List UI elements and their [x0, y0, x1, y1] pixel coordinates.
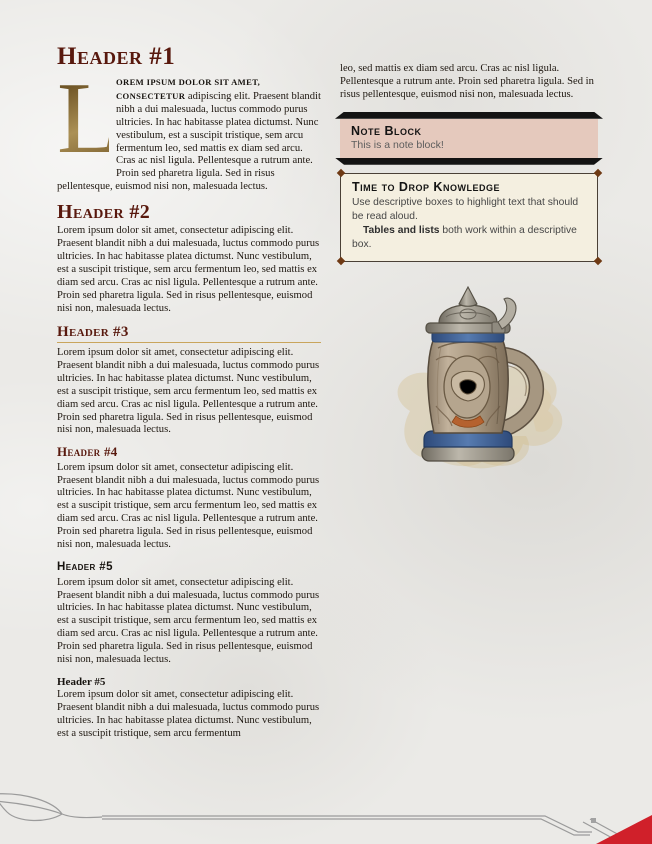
descriptive-box-line1: Use descriptive boxes to highlight text that should be read aloud.	[352, 196, 579, 222]
column-right	[340, 63, 598, 496]
paragraph-text: adipiscing elit. Praesent blandit nibh a dui malesuada, luctus commodo purus ultricies. In hac habitasse platea dictumst. Nunc vestibulum, est a suscipit tristique, sem arcu fermentum leo, sed mattis ex diam sed arcu. Cras ac nisl ligula. Pellentesque a rutrum ante. Proin sed pharetra ligula. Sed in risus pellentesque, euismod nisi non, malesuada lectus.	[57, 90, 321, 193]
paragraph: Lorem ipsum dolor sit amet, consectetur adipiscing elit. Praesent blandit nibh a dui malesuada, luctus commodo purus ultricies. In hac habitasse platea dictumst. Nunc vestibulum, est a suscipit tristique, sem arcu fermentum leo, sed mattis ex diam sed arcu. Cras ac nisl ligula. Pellentesque a rutrum ante. Proin sed pharetra ligula. Sed in risus pellentesque, euismod nisi non, malesuada lectus.	[57, 461, 320, 551]
note-block-title: Note Block	[351, 123, 422, 138]
descriptive-box-line2	[352, 224, 586, 252]
corner-diamond-icon	[336, 169, 344, 177]
paragraph: Lorem ipsum dolor sit amet, consectetur adipiscing elit. Praesent blandit nibh a dui malesuada, luctus commodo purus ultricies. In hac habitasse platea dictumst. Nunc vestibulum, est a suscipit tristique, sem arcu fermentum leo, sed mattis ex diam sed arcu. Cras ac nisl ligula. Pellentesque a rutrum ante. Proin sed pharetra ligula. Sed in risus pellentesque, euismod nisi non, malesuada lectus.	[57, 576, 320, 666]
header-4: Header #4	[57, 444, 118, 460]
descriptive-box-body	[352, 196, 586, 252]
beer-stein-illustration-icon	[340, 286, 598, 491]
paragraph: Lorem ipsum dolor sit amet, consectetur adipiscing elit. Praesent blandit nibh a dui malesuada, luctus commodo purus ultricies. In hac habitasse platea dictumst. Nunc vestibulum, est a suscipit tristique, sem arcu fermentum leo, sed mattis ex diam sed arcu. Cras ac nisl ligula. Pellentesque a rutrum ante. Proin sed pharetra ligula. Sed in risus pellentesque, euismod nisi non, malesuada lectus.	[57, 225, 320, 314]
header-6: Header #5	[57, 675, 106, 688]
corner-diamond-icon	[336, 257, 344, 265]
paragraph-truncated: Lorem ipsum dolor sit amet, consectetur adipiscing elit. Praesent blandit nibh a dui malesuada, luctus commodo purus ultricies. In hac habitasse platea dictumst. Nunc vestibulum, est a suscipit tristique, sem arcu fermentum	[57, 689, 320, 739]
footer-flourish-icon	[0, 792, 652, 844]
note-banner-top-icon	[335, 112, 603, 119]
header-2: Header #2	[57, 201, 151, 224]
corner-diamond-icon	[593, 169, 601, 177]
descriptive-box-title: Time to Drop Knowledge	[352, 179, 500, 194]
lead-small-caps: OREM IPSUM DOLOR SIT AMET, CONSECTETUR	[116, 77, 261, 101]
beer-stein-image	[340, 286, 598, 496]
corner-diamond-icon	[593, 257, 601, 265]
header-1: Header #1	[57, 43, 176, 70]
note-block	[340, 112, 598, 165]
header-5: Header #5	[57, 560, 113, 573]
paragraph: Lorem ipsum dolor sit amet, consectetur adipiscing elit. Praesent blandit nibh a dui malesuada, luctus commodo purus ultricies. In hac habitasse platea dictumst. Nunc vestibulum, est a suscipit tristique, sem arcu fermentum leo, sed mattis ex diam sed arcu. Cras ac nisl ligula. Pellentesque a rutrum ante. Proin sed pharetra ligula. Sed in risus pellentesque, euismod nisi non, malesuada lectus.	[57, 347, 320, 436]
note-block-content	[340, 119, 598, 158]
descriptive-box-line2-rest: both work within a descriptive box.	[352, 225, 577, 251]
page-corner-red-triangle-icon	[596, 815, 652, 844]
descriptive-box-bold-lead: Tables and lists	[363, 225, 440, 237]
note-banner-bottom-icon	[335, 158, 603, 165]
paragraph-continued: leo, sed mattis ex diam sed arcu. Cras ac nisl ligula. Pellentesque a rutrum ante. Proin sed pharetra ligula. Sed in risus pellentesque, euismod nisi non, malesuada lectus.	[340, 63, 594, 100]
note-block-body: This is a note block!	[351, 138, 444, 151]
header-3: Header #3	[57, 324, 321, 344]
drop-cap: L	[57, 62, 120, 175]
descriptive-box	[340, 173, 598, 262]
footer-ornament	[0, 792, 652, 844]
paragraph-dropcap	[57, 62, 321, 194]
column-left	[57, 44, 321, 747]
